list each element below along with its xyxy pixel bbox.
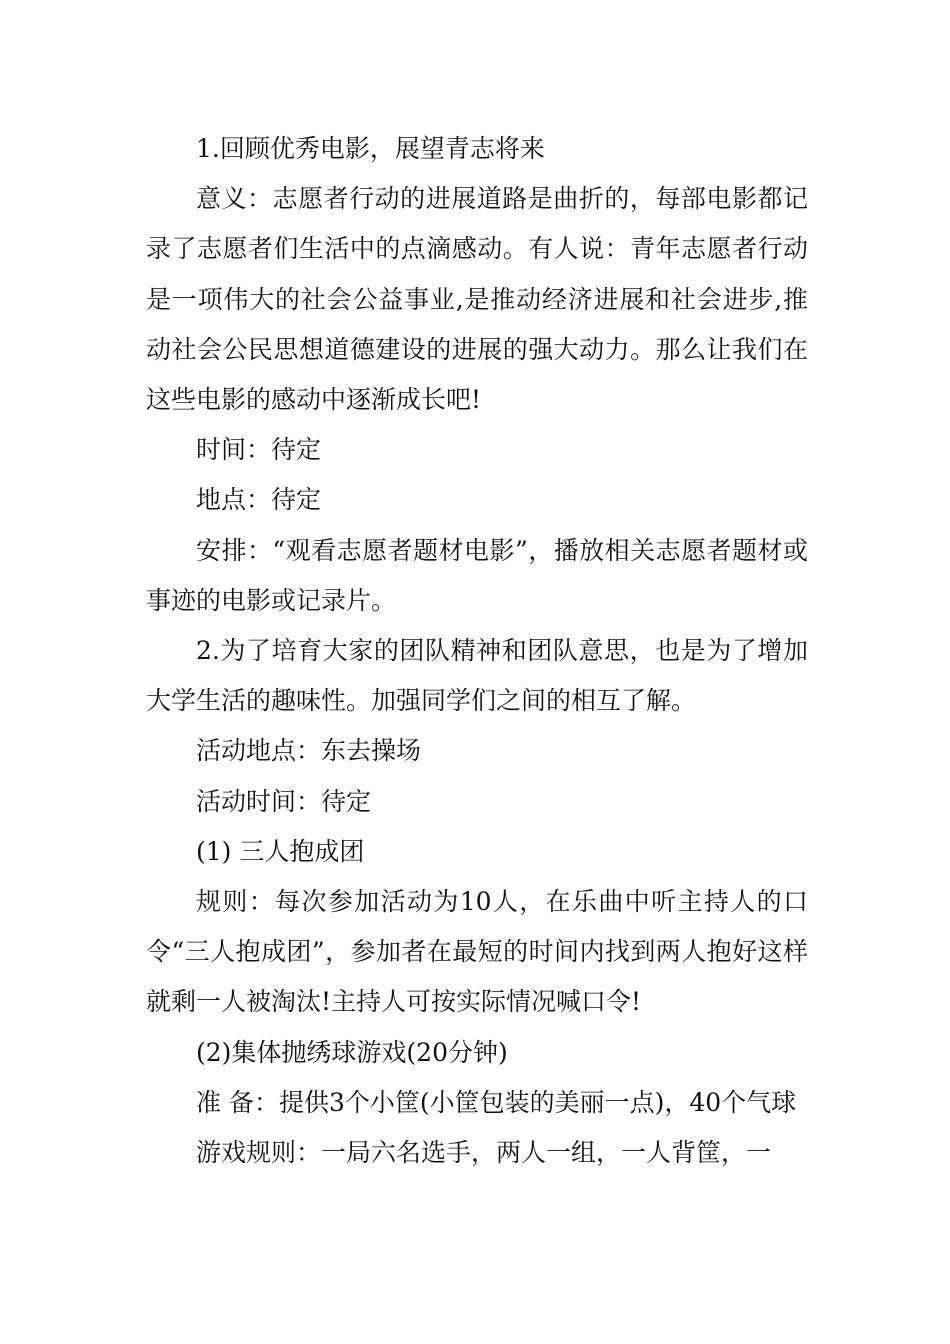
document-body: [146, 124, 808, 1178]
paragraph-time-1: 时间：待定: [196, 435, 322, 465]
paragraph-game-1-rules: 规则：每次参加活动为10人，在乐曲中听主持人的口令“三人抱成团”，参加者在最短的时间内找到两人抱好这样 就剩一人被淘汰!主持人可按实际情况喊口令!: [146, 887, 808, 1017]
paragraph-arrangement: 安排：“观看志愿者题材电影”，播放相关志愿者题材或事迹的电影或记录片。: [146, 535, 808, 615]
paragraph-game-1-title: (1) 三人抱成团: [196, 836, 365, 866]
paragraph-activity-time: 活动时间：待定: [196, 786, 372, 816]
paragraph-game-2-rules: 游戏规则：一局六名选手，两人一组，一人背筐，一: [196, 1138, 772, 1168]
paragraph-activity-location: 活动地点：东去操场: [196, 736, 422, 766]
paragraph-meaning: 意义：志愿者行动的进展道路是曲折的，每部电影都记录了志愿者们生活中的点滴感动。有人说：青年志愿者行动是一项伟大的社会公益事业,是推动经济进展和社会进步,推动社会公民思想道德建设的进展的强大动力。那么让我们在这些电影的感动中逐渐成长吧!: [146, 184, 808, 415]
paragraph-game-2-prep: 准 备：提供3个小筐(小筐包装的美丽一点)，40个气球: [196, 1087, 797, 1117]
paragraph-location-1: 地点：待定: [196, 485, 322, 515]
paragraph-heading-2: 2.为了培育大家的团队精神和团队意思，也是为了增加大学生活的趣味性。加强同学们之间的相互了解。: [146, 636, 808, 716]
paragraph-heading-1: 1.回顾优秀电影，展望青志将来: [196, 134, 545, 163]
paragraph-game-2-title: (2)集体抛绣球游戏(20分钟): [196, 1037, 508, 1067]
